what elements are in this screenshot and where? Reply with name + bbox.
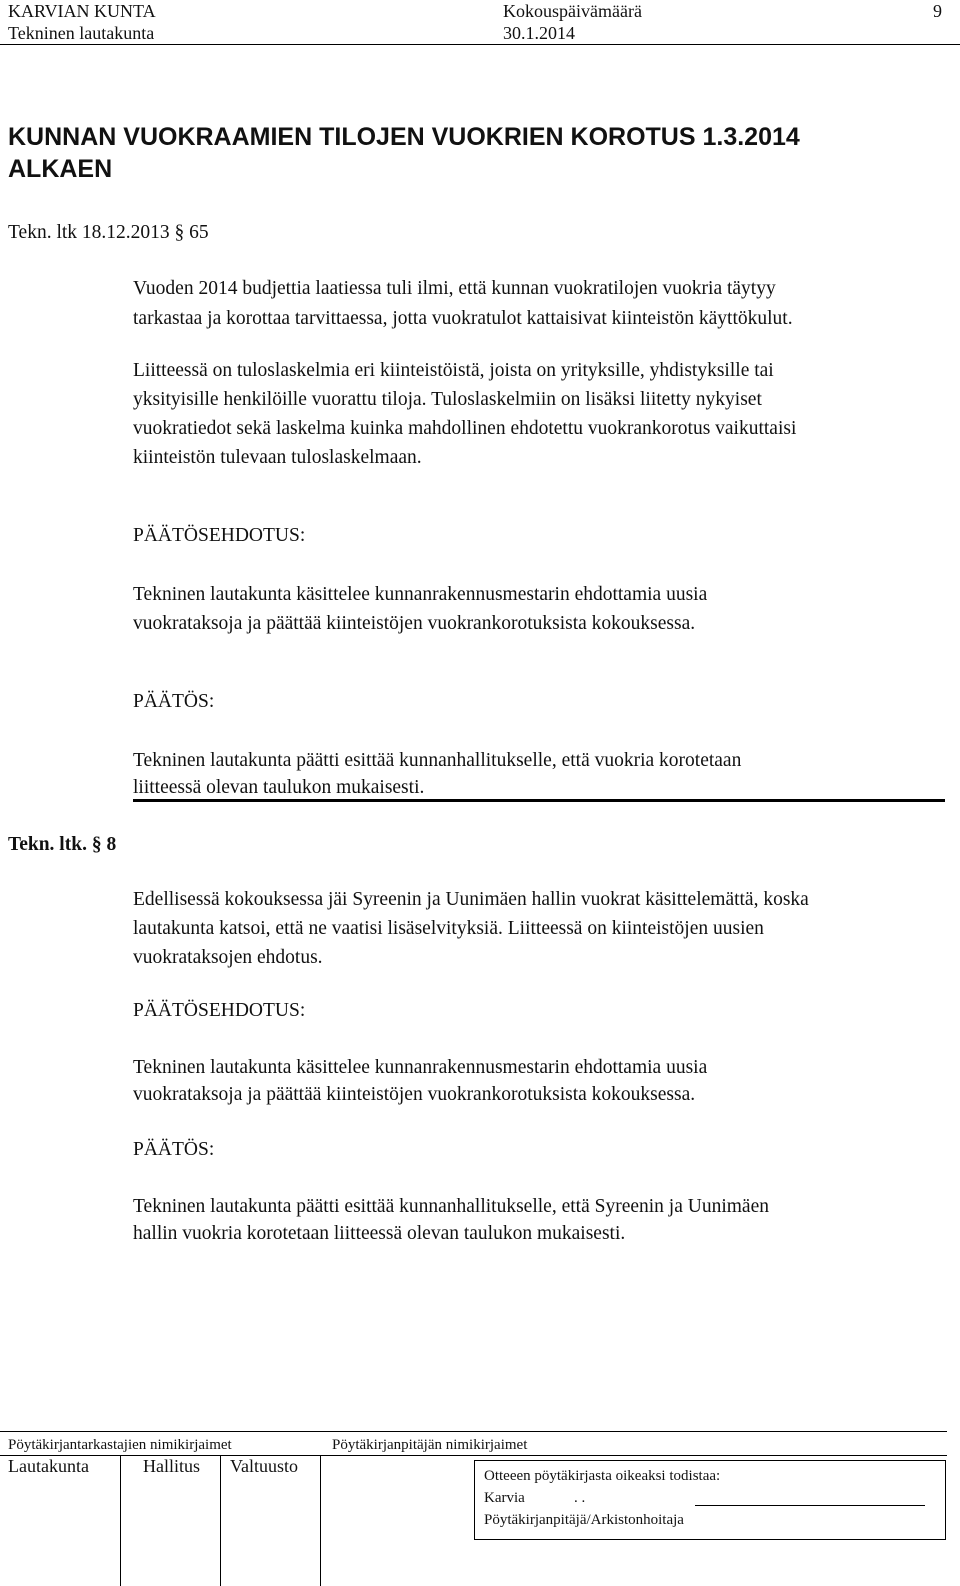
section2-para1-line3: vuokrataksojen ehdotus. <box>133 947 323 968</box>
section2-decision-line1: Tekninen lautakunta päätti esittää kunnanhallitukselle, että Syreenin ja Uunimäen <box>133 1196 769 1217</box>
document-title-line2: ALKAEN <box>8 155 113 183</box>
footer-col-divider-3 <box>320 1455 321 1586</box>
certificate-text: Otteeen pöytäkirjasta oikeaksi todistaa: <box>484 1468 721 1484</box>
section1-proposal-line2: vuokrataksoja ja päättää kiinteistöjen vuokrankorotuksista kokouksessa. <box>133 613 696 634</box>
section1-proposal-line1: Tekninen lautakunta käsittelee kunnanrakennusmestarin ehdottamia uusia <box>133 584 708 605</box>
section1-para2-line3: vuokratiedot sekä laskelma kuinka mahdollinen ehdotettu vuokrankorotus vaikuttaisi <box>133 418 797 439</box>
section1-para1-line1: Vuoden 2014 budjettia laatiessa tuli ilmi, että kunnan vuokratilojen vuokria täytyy <box>133 278 776 299</box>
board-name: Tekninen lautakunta <box>8 23 155 43</box>
certificate-date-dots: . . <box>574 1490 586 1506</box>
section-divider <box>133 799 945 802</box>
section1-proposal-label: PÄÄTÖSEHDOTUS: <box>133 525 306 546</box>
section1-decision-line1: Tekninen lautakunta päätti esittää kunnanhallitukselle, että vuokria korotetaan <box>133 750 742 771</box>
section1-reference: Tekn. ltk 18.12.2013 § 65 <box>8 222 209 243</box>
signature-line <box>695 1505 925 1506</box>
section1-para2-line1: Liitteessä on tuloslaskelmia eri kiinteistöistä, joista on yrityksille, yhdistyksille tai <box>133 360 774 381</box>
section2-para1-line1: Edellisessä kokouksessa jäi Syreenin ja Uunimäen hallin vuokrat käsittelemättä, koska <box>133 889 809 910</box>
section1-para1-line2: tarkastaa ja korottaa tarvittaessa, jotta vuokratulot kattaisivat kiinteistön käyttökulut. <box>133 308 793 329</box>
section1-para2-line2: yksityisille henkilöille vuorattu tiloja. Tuloslaskelmiin on lisäksi liitetty nykyiset <box>133 389 762 410</box>
section2-proposal-line2: vuokrataksoja ja päättää kiinteistöjen vuokrankorotuksista kokouksessa. <box>133 1084 696 1105</box>
keeper-initials-label: Pöytäkirjanpitäjän nimikirjaimet <box>332 1437 528 1453</box>
meeting-date: 30.1.2014 <box>503 23 575 43</box>
section2-proposal-label: PÄÄTÖSEHDOTUS: <box>133 1000 306 1021</box>
footer-col-lautakunta: Lautakunta <box>8 1456 89 1476</box>
section2-decision-line2: hallin vuokria korotetaan liitteessä olevan taulukon mukaisesti. <box>133 1223 626 1244</box>
document-title-line1: KUNNAN VUOKRAAMIEN TILOJEN VUOKRIEN KOROTUS 1.3.2014 <box>8 123 800 151</box>
header-divider <box>0 44 960 45</box>
section2-para1-line2: lautakunta katsoi, että ne vaatisi lisäselvityksiä. Liitteessä on kiinteistöjen uusien <box>133 918 764 939</box>
certificate-place: Karvia <box>484 1490 525 1506</box>
org-name: KARVIAN KUNTA <box>8 1 156 21</box>
date-label: Kokouspäivämäärä <box>503 1 642 21</box>
footer-col-valtuusto: Valtuusto <box>230 1456 299 1476</box>
footer-col-divider-2 <box>220 1455 221 1586</box>
inspectors-initials-label: Pöytäkirjantarkastajien nimikirjaimet <box>8 1437 232 1453</box>
section2-decision-label: PÄÄTÖS: <box>133 1139 215 1160</box>
footer-divider <box>0 1431 947 1432</box>
section2-reference: Tekn. ltk. § 8 <box>8 834 117 855</box>
section2-proposal-line1: Tekninen lautakunta käsittelee kunnanrakennusmestarin ehdottamia uusia <box>133 1057 708 1078</box>
section1-para2-line4: kiinteistön tulevaan tuloslaskelmaan. <box>133 447 422 468</box>
footer-col-divider-1 <box>120 1455 121 1586</box>
section1-decision-line2: liitteessä olevan taulukon mukaisesti. <box>133 777 425 798</box>
page-number: 9 <box>933 1 942 21</box>
certificate-signer: Pöytäkirjanpitäjä/Arkistonhoitaja <box>484 1512 684 1528</box>
section1-decision-label: PÄÄTÖS: <box>133 691 215 712</box>
footer-col-hallitus: Hallitus <box>143 1456 200 1476</box>
